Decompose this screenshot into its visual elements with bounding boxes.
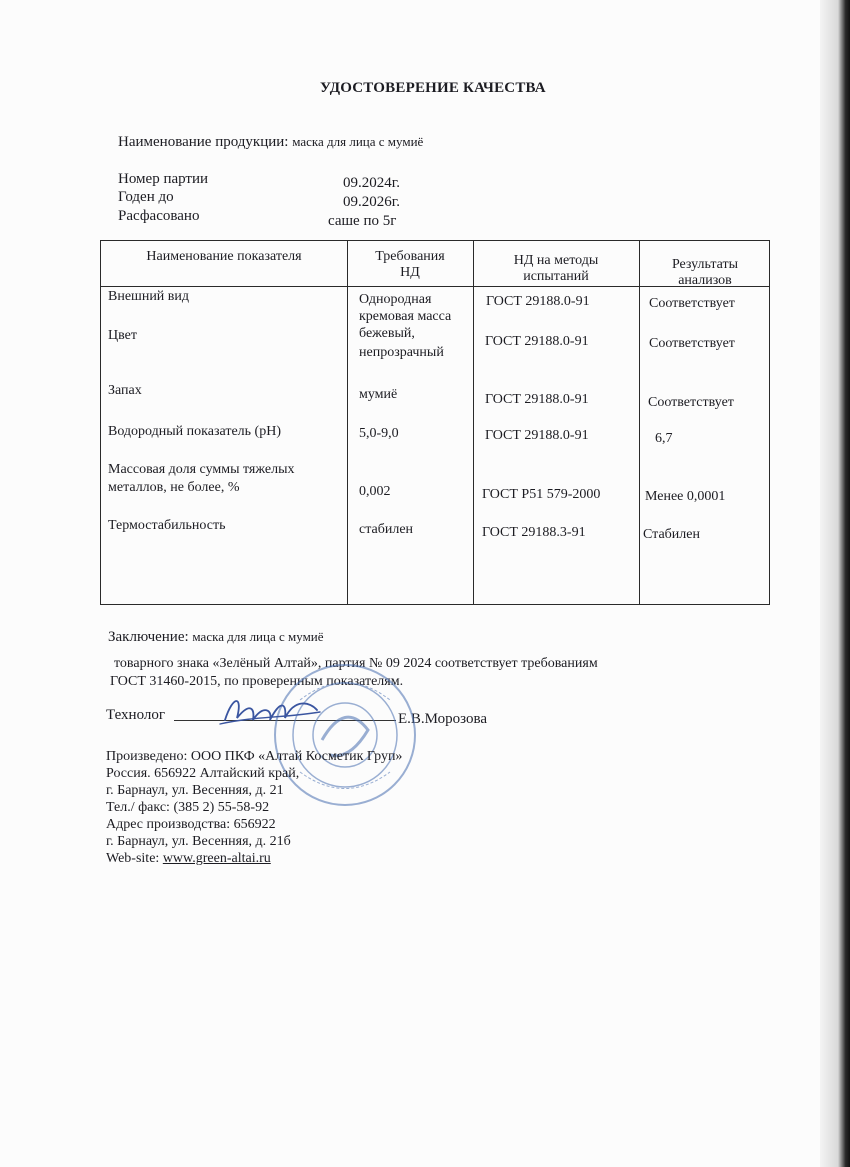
website-row [106,850,271,868]
website-label: Web-site: [106,851,160,866]
cell-method: ГОСТ 29188.0-91 [485,428,589,443]
manufacturer-line: Россия. 656922 Алтайский край, [106,766,300,781]
expiry-value: 09.2026г. [343,194,400,210]
conclusion-line-3: ГОСТ 31460-2015, по проверенным показателям. [110,674,404,689]
table-column-divider [473,241,474,604]
cell-result: Соответствует [649,296,735,311]
batch-value: 09.2024г. [343,175,400,191]
cell-requirement: кремовая масса [359,309,452,324]
cell-indicator: Цвет [108,328,137,343]
technologist-label: Технолог [106,707,166,723]
cell-requirement: мумиё [359,387,398,402]
cell-requirement: бежевый, [359,326,415,341]
product-label: Наименование продукции: [118,134,289,150]
manufacturer-line: г. Барнаул, ул. Весенняя, д. 21б [106,834,291,849]
cell-method: ГОСТ 29188.0-91 [485,392,589,407]
technologist-signature [215,690,325,735]
cell-method: ГОСТ Р51 579-2000 [482,487,601,502]
cell-result: Стабилен [643,527,700,542]
company-stamp [270,660,420,810]
scan-page-edge [820,0,850,1167]
cell-method: ГОСТ 29188.0-91 [485,334,589,349]
conclusion-line-2: товарного знака «Зелёный Алтай», партия № 09 2024 соответствует требованиям [114,656,598,671]
header-requirement: Требования НД [375,249,445,280]
expiry-label: Годен до [118,189,174,205]
cell-requirement: 0,002 [359,484,391,499]
table-column-divider [347,241,348,604]
cell-result: Соответствует [649,336,735,351]
table-column-divider [639,241,640,604]
cell-indicator: Термостабильность [108,518,226,533]
cell-requirement: стабилен [359,522,414,537]
conclusion-product: маска для лица с мумиё [192,629,324,644]
cell-indicator: Водородный показатель (pH) [108,424,281,439]
cell-indicator: Внешний вид [108,289,190,304]
cell-requirement: непрозрачный [359,345,444,360]
document-title: УДОСТОВЕРЕНИЕ КАЧЕСТВА [320,80,546,96]
cell-result: 6,7 [655,431,673,446]
cell-indicator: Запах [108,383,142,398]
cell-requirement: 5,0-9,0 [359,426,399,441]
manufacturer-line: Тел./ факс: (385 2) 55-58-92 [106,800,270,815]
quality-table [100,240,770,605]
header-result: Результаты анализов [671,257,739,288]
conclusion-label: Заключение: [108,629,189,645]
technologist-name: Е.В.Морозова [398,711,488,727]
cell-method: ГОСТ 29188.0-91 [486,294,590,309]
manufacturer-line: Адрес производства: 656922 [106,817,276,832]
conclusion-line-1 [108,628,324,646]
header-indicator: Наименование показателя [146,249,302,264]
cell-indicator: Массовая доля суммы тяжелых [108,462,295,477]
packaging-value: саше по 5г [328,213,397,229]
manufacturer-line: г. Барнаул, ул. Весенняя, д. 21 [106,783,284,798]
cell-result: Менее 0,0001 [645,489,726,504]
batch-label: Номер партии [118,171,209,187]
cell-method: ГОСТ 29188.3-91 [482,525,586,540]
product-row [118,133,423,151]
product-value: маска для лица с мумиё [292,134,424,149]
cell-requirement: Однородная [359,292,432,307]
header-method: НД на методы испытаний [513,253,599,284]
cell-indicator: металлов, не более, % [108,480,240,495]
website-link[interactable]: www.green-altai.ru [162,851,271,866]
cell-result: Соответствует [648,395,734,410]
manufacturer-line: Произведено: ООО ПКФ «Алтай Косметик Груп» [106,749,403,764]
packaging-label: Расфасовано [118,208,200,224]
